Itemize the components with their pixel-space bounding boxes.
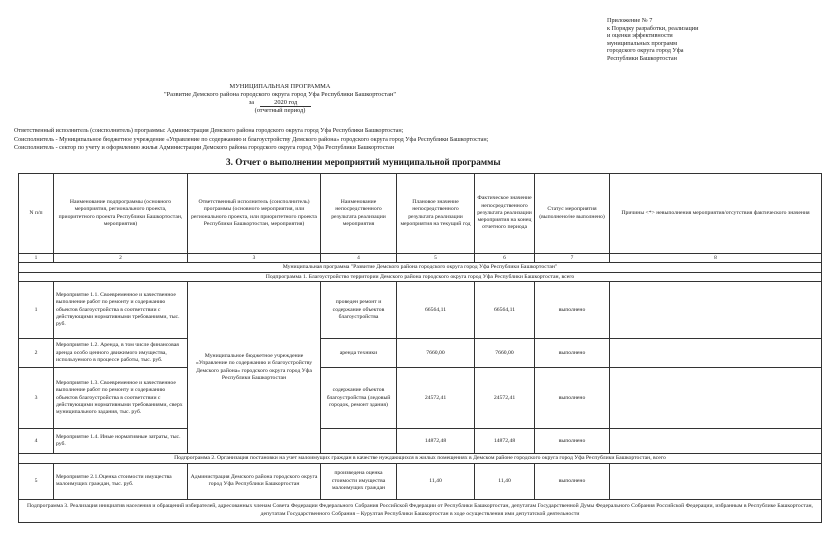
table-row [19, 282, 822, 339]
program-title: МУНИЦИПАЛЬНАЯ ПРОГРАММА [229, 83, 331, 90]
column-number: 7 [535, 254, 610, 263]
report-table [18, 173, 822, 523]
plan-value: 14872,48 [397, 429, 475, 454]
column-number: 6 [475, 254, 535, 263]
program-name: "Развитие Демского района городского округа город Уфа Республики Башкортостан" [164, 90, 396, 98]
subprogram-row [19, 454, 822, 464]
direct-result: проведен ремонт и содержание объектов благоустройства [321, 282, 397, 339]
column-number-row [19, 254, 822, 263]
status-value: выполнено [535, 282, 610, 339]
shared-executor: Муниципальное бюджетное учреждение «Управление по содержанию и благоустройству Демского района» городского округа город Уфа Республики Башкортостан [188, 282, 321, 454]
direct-result: произведена оценка стоимости имущества малоимущих граждан [321, 463, 397, 499]
table-row [19, 339, 822, 368]
header-cell: Ответственный исполнитель (соисполнитель) программы (основного мероприятия, или регионального проекта, или приоритетного проекта Республики Башкортостан, мероприятия) [188, 174, 321, 254]
header-cell: Наименование подпрограммы (основного мероприятия, регионального проекта, приоритетного проекта Республики Башкортостан, мероприятия) [54, 174, 188, 254]
column-number: 2 [54, 254, 188, 263]
plan-value: 11,40 [397, 463, 475, 499]
executor-cell: Администрация Демского района городского округа город Уфа Республики Башкортостан [188, 463, 321, 499]
status-value: выполнено [535, 463, 610, 499]
row-number: 5 [19, 463, 54, 499]
appendix-note [607, 17, 817, 63]
reason-value [610, 339, 822, 368]
subprogram-row [19, 272, 822, 282]
measure-name: Мероприятие 1.1. Своевременное и качественное выполнение работ по ремонту и содержанию объектов благоустройства в соответствии с действующими нормативными требованиями, тыс. руб. [54, 282, 188, 339]
subprogram-2-label: Подпрограмма 2. Организация постановки на учет малоимущих граждан в качестве нуждающихся в жилых помещениях в Демском районе городского округа город Уфа Республики Башкортостан, всего [19, 454, 822, 464]
period-label: за [248, 98, 255, 106]
column-number: 4 [321, 254, 397, 263]
appendix-line: муниципальных программ [607, 39, 678, 47]
section-title: 3. Отчет о выполнении мероприятий муниципальной программы [226, 157, 501, 167]
reason-value [610, 429, 822, 454]
coexecutor-line: Соисполнитель - сектор по учету и оформлению жилья Администрации Демского района городского округа город Уфа Республики Башкортостан [14, 145, 395, 152]
table-row [19, 368, 822, 429]
plan-value: 66564,11 [397, 282, 475, 339]
subprogram-1-label: Подпрограмма 1. Благоустройство территории Демского района городского округа город Уфа Республики Башкортостан, всего [19, 272, 822, 282]
plan-value: 7660,00 [397, 339, 475, 368]
plan-value: 24572,41 [397, 368, 475, 429]
responsible-block [14, 127, 814, 153]
status-value: выполнено [535, 339, 610, 368]
coexecutor-line: Соисполнитель - Муниципальное бюджетное учреждение «Управление по содержанию и благоустройству Демского района» городского округа город Уфа Республики Башкортостан; [14, 136, 489, 143]
period-note: (отчетный период) [254, 107, 306, 115]
header-cell: Плановое значение непосредственного результата реализации мероприятия на текущий год [397, 174, 475, 254]
fact-value: 11,40 [475, 463, 535, 499]
reason-value [610, 368, 822, 429]
measure-name: Мероприятие 1.3. Своевременное и качественное выполнение работ по ремонту и содержанию объектов благоустройства в соответствии с действующими нормативными требованиями, сверх муниципального задания, тыс. руб. [54, 368, 188, 429]
measure-name: Мероприятие 2.1.Оценка стоимости имущества малоимущих граждан, тыс. руб. [54, 463, 188, 499]
program-row [19, 263, 822, 273]
fact-value: 24572,41 [475, 368, 535, 429]
report-period [150, 99, 410, 108]
appendix-line: к Порядку разработки, реализации [607, 24, 699, 32]
column-number: 5 [397, 254, 475, 263]
reason-value [610, 282, 822, 339]
header-cell: N п/п [19, 174, 54, 254]
column-number: 1 [19, 254, 54, 263]
program-heading [150, 83, 410, 115]
direct-result [321, 429, 397, 454]
table-row [19, 463, 822, 499]
fact-value: 7660,00 [475, 339, 535, 368]
header-cell: Наименование непосредственного результата реализации мероприятия [321, 174, 397, 254]
header-cell: Причины <*> невыполнения мероприятия/отсутствия фактического значения [610, 174, 822, 254]
header-cell: Фактическое значение непосредственного результата реализации мероприятия на конец отчетного периода [475, 174, 535, 254]
appendix-line: городского округа город Уфа [607, 47, 684, 55]
table-header-row [19, 174, 822, 254]
column-number: 3 [188, 254, 321, 263]
measure-name: Мероприятие 1.4. Иные нормативные затраты, тыс. руб. [54, 429, 188, 454]
row-number: 1 [19, 282, 54, 339]
header-cell: Статус мероприятия (выполнено/не выполнено) [535, 174, 610, 254]
column-number: 8 [610, 254, 822, 263]
program-row-label: Муниципальная программа "Развитие Демского района городского округа город Уфа Республики Башкортостан" [19, 263, 822, 273]
row-number: 2 [19, 339, 54, 368]
subprogram-3-label: Подпрограмма 3. Реализация инициатив населения и обращений избирателей, адресованных членам Совета Федерации Федерального Собрания Российской Федерации от Республики Башкортостан, депутатам Государственной Думы Федерального Собрания Российской Федерации, избранным в Республике Башкортостан, депутатам Государственного Собрания – Курултая Республики Башкортостан в ходе осуществления ими депутатской деятельности [19, 499, 822, 522]
fact-value: 14872,48 [475, 429, 535, 454]
direct-result: содержание объектов благоустройства (ледовый городок, ремонт здания) [321, 368, 397, 429]
direct-result: аренда техники [321, 339, 397, 368]
status-value: выполнено [535, 429, 610, 454]
row-number: 4 [19, 429, 54, 454]
period-year: 2020 год [260, 99, 311, 108]
measure-name: Мероприятие 1.2. Аренда, в том числе финансовая аренда особо ценного движимого имущества, используемого в процессе работы, тыс. руб. [54, 339, 188, 368]
row-number: 3 [19, 368, 54, 429]
subprogram-row [19, 499, 822, 522]
appendix-line: Республики Башкортостан [607, 54, 677, 62]
appendix-line: Приложение № 7 [607, 17, 653, 24]
appendix-line: и оценки эффективности [607, 32, 673, 40]
table-row [19, 429, 822, 454]
status-value: выполнено [535, 368, 610, 429]
responsible-executor: Ответственный исполнитель (соисполнитель) программы: Администрация Демского района городского округа город Уфа Республики Башкортостан; [14, 128, 404, 134]
reason-value [610, 463, 822, 499]
fact-value: 66564,11 [475, 282, 535, 339]
